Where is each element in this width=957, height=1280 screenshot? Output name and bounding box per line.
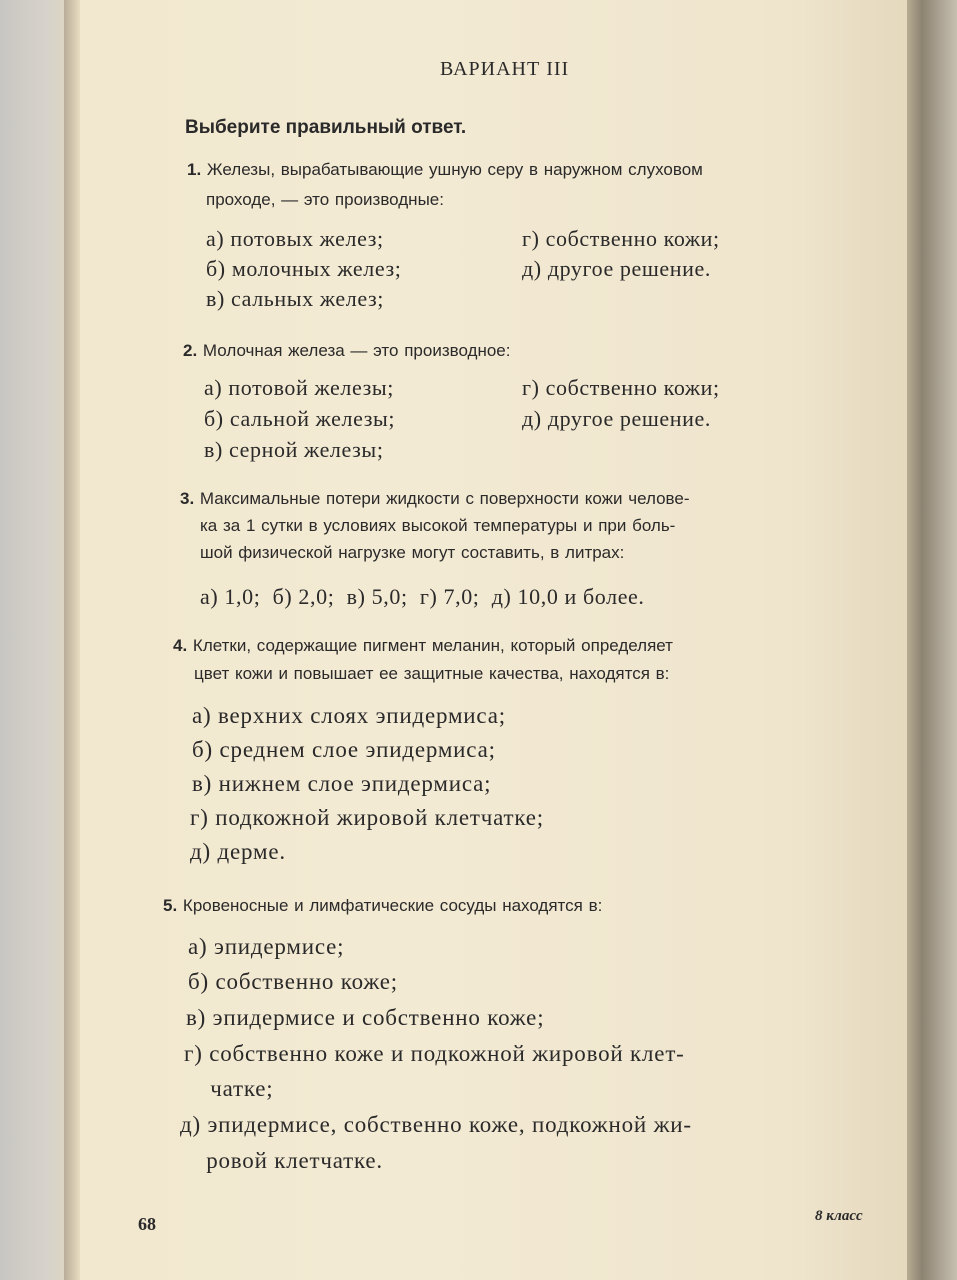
option-d: г) собственно коже и подкожной жировой клет- [184, 1041, 685, 1066]
question-number: 3. [180, 489, 195, 508]
question-1-text [187, 157, 703, 182]
option-e: д) дерме. [190, 839, 286, 864]
question-4-text-line-2: цвет кожи и повышает ее защитные качества, находятся в: [194, 664, 670, 683]
option-a: а) потовой железы; [204, 375, 394, 400]
option-c: в) сальных желез; [206, 286, 384, 311]
option-a: а) эпидермисе; [188, 934, 345, 959]
option-a: а) потовых желез; [206, 226, 384, 251]
option-e-continuation: ровой клетчатке. [180, 1148, 383, 1173]
question-line: Кровеносные и лимфатические сосуды находятся в: [182, 896, 603, 915]
question-3-text-line-2: ка за 1 сутки в условиях высокой температуры и при боль- [200, 516, 676, 535]
question-line: Клетки, содержащие пигмент меланин, который определяет [192, 636, 673, 655]
question-line: Железы, вырабатывающие ушную серу в наружном слуховом [206, 160, 703, 179]
question-1-text-line-2: проходе, — это производные: [206, 190, 444, 209]
question-line: Молочная железа — это производное: [202, 341, 511, 360]
option-c: в) нижнем слое эпидермиса; [192, 771, 492, 796]
option-d: г) собственно кожи; [522, 375, 720, 400]
option-d: г) подкожной жировой клетчатке; [190, 805, 544, 830]
question-number: 5. [163, 896, 178, 915]
question-3-text [180, 486, 689, 511]
option-b: б) сальной железы; [204, 406, 396, 431]
question-number: 1. [187, 160, 202, 179]
option-d-continuation: чатке; [184, 1076, 274, 1101]
option-b: б) молочных желез; [206, 256, 402, 281]
option-e: д) эпидермисе, собственно коже, подкожной жи- [180, 1112, 692, 1137]
page-number: 68 [138, 1214, 156, 1234]
question-5-text [163, 893, 602, 918]
option-c: в) серной железы; [204, 437, 384, 462]
question-number: 4. [173, 636, 188, 655]
footer-grade: 8 класс [815, 1208, 863, 1224]
question-2-text [183, 338, 510, 363]
page-title: ВАРИАНТ III [440, 58, 570, 80]
option-c: в) эпидермисе и собственно коже; [186, 1005, 545, 1030]
question-number: 2. [183, 341, 198, 360]
option-d: г) собственно кожи; [522, 226, 720, 251]
option-a: а) верхних слоях эпидермиса; [192, 703, 506, 728]
option-b: б) среднем слое эпидермиса; [192, 737, 496, 762]
question-line: Максимальные потери жидкости с поверхности кожи челове- [199, 489, 690, 508]
question-3-text-line-3: шой физической нагрузке могут составить, в литрах: [200, 543, 625, 562]
instruction: Выберите правильный ответ. [185, 117, 467, 138]
option-b: б) собственно коже; [188, 969, 398, 994]
options-line: а) 1,0; б) 2,0; в) 5,0; г) 7,0; д) 10,0 и более. [200, 584, 645, 609]
question-4-text [173, 633, 673, 658]
option-e: д) другое решение. [522, 406, 712, 431]
option-e: д) другое решение. [522, 256, 712, 281]
